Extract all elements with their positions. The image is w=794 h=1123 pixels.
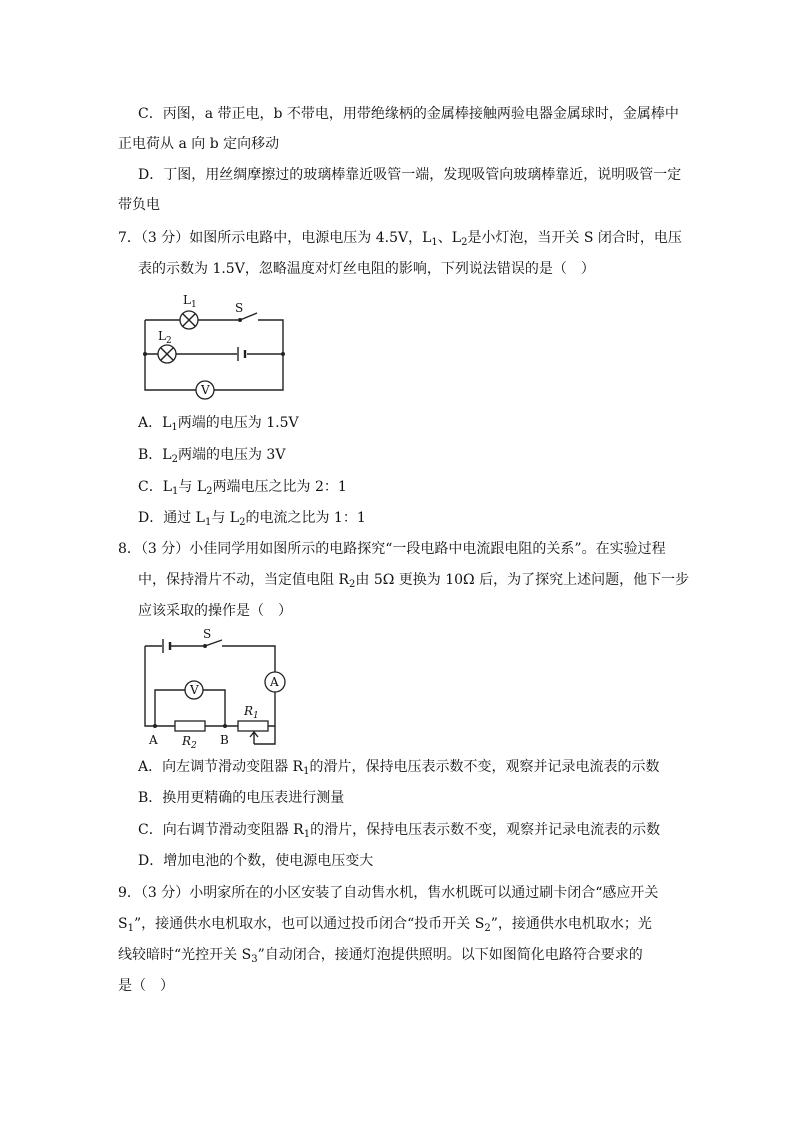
q8-option-b: B．换用更精确的电压表进行测量 (138, 790, 345, 806)
q8-resistor-r2-icon (175, 721, 205, 731)
q8-point-b-label: B (220, 733, 229, 747)
q8-rheostat-r1-label: $R_1$ (244, 704, 259, 721)
q9-stem-line4: 是（ ） (118, 978, 174, 994)
q7-option-d: D．通过 $L_1$与 $L_2$的电流之比为 1：1 (138, 510, 366, 528)
q6-option-c-line2: 正电荷从 a 向 b 定向移动 (118, 136, 280, 152)
q9-stem-line1: 9．（3 分）小明家所在的小区安装了自动售水机，售水机既可以通过刷卡闭合“感应开关 (118, 885, 659, 901)
q7-option-b: B．$L_2$两端的电压为 3V (138, 447, 286, 465)
q8-switch-label: S (203, 627, 212, 641)
q8-stem-line2: 中，保持滑片不动，当定值电阻 $R_2$由 5Ω 更换为 10Ω 后，为了探究上述问题，他下一步 (138, 572, 690, 590)
q6-option-d-line2: 带负电 (118, 197, 160, 213)
q7-battery-icon (238, 347, 245, 361)
q6-option-d-line1: D．丁图，用丝绸摩擦过的玻璃棒靠近吸管一端，发现吸管向玻璃棒靠近，说明吸管一定 (138, 167, 682, 183)
q7-lamp2-icon (158, 345, 176, 363)
q9-stem-line2: $S_1$”，接通供水电机取水，也可以通过投币闭合“投币开关 $S_2$”，接通供水电机取水；光 (118, 916, 652, 934)
q7-switch-label: S (235, 301, 244, 315)
q7-lamp1-icon (180, 311, 198, 329)
q7-circuit-diagram (140, 290, 290, 395)
q8-ammeter-label: A (270, 675, 279, 689)
q7-stem-line2: 表的示数为 1.5V，忽略温度对灯丝电阻的影响，下列说法错误的是（ ） (138, 261, 595, 277)
q8-resistor-r2-label: $R_2$ (182, 734, 197, 751)
q7-voltmeter-label: V (201, 383, 210, 397)
q8-stem-line1: 8．（3 分）小佳同学用如图所示的电路探究“一段电路中电流跟电阻的关系”。在实验过程 (118, 541, 666, 557)
q8-point-a-label: A (149, 733, 158, 747)
q8-option-d: D．增加电池的个数，使电源电压变大 (138, 853, 374, 869)
q8-rheostat-r1-icon (238, 721, 268, 731)
q7-stem-line1: 7．（3 分）如图所示电路中，电源电压为 4.5V，$L_1$、$L_2$是小灯泡，当开关 S 闭合时，电压 (118, 230, 682, 248)
q8-stem-line3: 应该采取的操作是（ ） (138, 603, 292, 619)
q6-option-c-line1: C．丙图，a 带正电，b 不带电，用带绝缘柄的金属棒接触两验电器金属球时，金属棒中 (138, 106, 679, 122)
q8-battery-icon (163, 639, 170, 653)
q8-option-a: A．向左调节滑动变阻器 $R_1$的滑片，保持电压表示数不变，观察并记录电流表的示数 (138, 759, 660, 777)
q7-lamp2-label: $L_2$ (158, 329, 172, 346)
q7-lamp1-label: $L_1$ (183, 293, 197, 310)
q9-stem-line3: 线较暗时“光控开关 $S_3$”自动闭合，接通灯泡提供照明。以下如图简化电路符合要求的 (118, 947, 643, 965)
q8-option-c: C．向右调节滑动变阻器 $R_1$的滑片，保持电压表示数不变，观察并记录电流表的示数 (138, 822, 661, 840)
q7-option-a: A．$L_1$两端的电压为 1.5V (138, 415, 299, 433)
q7-option-c: C．$L_1$与 $L_2$两端电压之比为 2：1 (138, 479, 347, 497)
q8-voltmeter-label: V (190, 683, 199, 697)
q8-circuit-diagram (140, 626, 290, 751)
